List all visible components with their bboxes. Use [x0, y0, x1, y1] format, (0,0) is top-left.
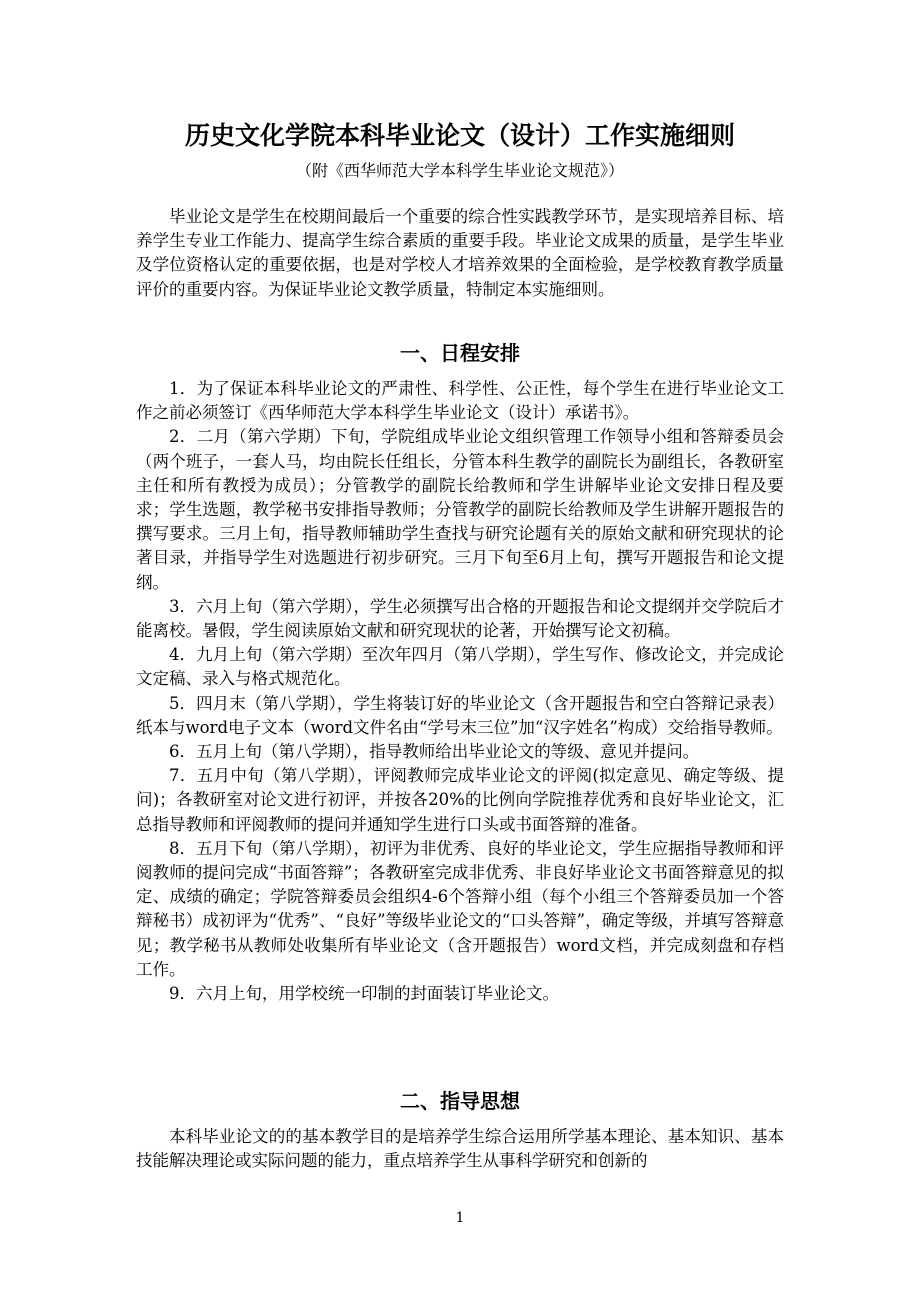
- section-heading-schedule: 一、日程安排: [400, 341, 520, 365]
- schedule-item: 1．为了保证本科毕业论文的严肃性、科学性、公正性，每个学生在进行毕业论文工作之前必须签订《西华师范大学本科学生毕业论文（设计）承诺书》。: [136, 379, 784, 423]
- schedule-item: 2．二月（第六学期）下旬，学院组成毕业论文组织管理工作领导小组和答辩委员会（两个班子，一套人马，均由院长任组长，分管本科生教学的副院长为副组长，各教研室主任和所有教授为成员）；分管教学的副院长给教师和学生讲解毕业论文安排日程及要求；学生选题，教学秘书安排指导教师；分管教学的副院长给教师及学生讲解开题报告的撰写要求。三月上旬，指导教师辅助学生查找与研究论题有关的原始文献和研究现状的论著目录，并指导学生对选题进行初步研究。三月下旬至6月上旬，撰写开题报告和论文提纲。: [136, 427, 784, 592]
- section-heading-guiding-ideas: 二、指导思想: [400, 1089, 520, 1113]
- guiding-ideas-paragraph: 本科毕业论文的的基本教学目的是培养学生综合运用所学基本理论、基本知识、基本技能解决理论或实际问题的能力，重点培养学生从事科学研究和创新的: [136, 1127, 784, 1171]
- guiding-ideas-block: [136, 1125, 784, 1173]
- page-number: 1: [455, 1210, 465, 1226]
- schedule-item: 7．五月中旬（第八学期），评阅教师完成毕业论文的评阅(拟定意见、确定等级、提问)；各教研室对论文进行初评，并按各20%的比例向学院推荐优秀和良好毕业论文，汇总指导教师和评阅教师的提问并通知学生进行口头或书面答辩的准备。: [136, 766, 784, 834]
- schedule-item: 6．五月上旬（第八学期），指导教师给出毕业论文的等级、意见并提问。: [169, 742, 700, 762]
- document-subtitle: （附《西华师范大学本科学生毕业论文规范》）: [295, 161, 624, 180]
- intro-block: [136, 205, 784, 302]
- schedule-item: 9．六月上旬，用学校统一印制的封面装订毕业论文。: [169, 984, 559, 1004]
- intro-paragraph: 毕业论文是学生在校期间最后一个重要的综合性实践教学环节，是实现培养目标、培养学生专业工作能力、提高学生综合素质的重要手段。毕业论文成果的质量，是学生毕业及学位资格认定的重要依据，也是对学校人才培养效果的全面检验，是学校教育教学质量评价的重要内容。为保证毕业论文教学质量，特制定本实施细则。: [136, 207, 784, 299]
- document-title: 历史文化学院本科毕业论文（设计）工作实施细则: [184, 121, 735, 150]
- schedule-item: 3．六月上旬（第六学期），学生必须撰写出合格的开题报告和论文提纲并交学院后才能离校。暑假，学生阅读原始文献和研究现状的论著，开始撰写论文初稿。: [136, 596, 784, 641]
- schedule-item: 4．九月上旬（第六学期）至次年四月（第八学期），学生写作、修改论文，并完成论文定稿、录入与格式规范化。: [136, 645, 784, 689]
- schedule-item: 8．五月下旬（第八学期），初评为非优秀、良好的毕业论文，学生应据指导教师和评阅教师的提问完成“书面答辩”；各教研室完成非优秀、非良好毕业论文书面答辩意见的拟定、成绩的确定；学院答辩委员会组织4-6个答辩小组（每个小组三个答辩委员加一个答辩秘书）成初评为“优秀”、“良好”等级毕业论文的“口头答辩”，确定等级，并填写答辩意见；教学秘书从教师处收集所有毕业论文（含开题报告）word文档，并完成刻盘和存档工作。: [136, 838, 784, 979]
- schedule-item: 5．四月末（第八学期），学生将装订好的毕业论文（含开题报告和空白答辩记录表）纸本与word电子文本（word文件名由“学号末三位”加“汉字姓名”构成）交给指导教师。: [136, 693, 784, 737]
- schedule-list: [136, 377, 784, 1006]
